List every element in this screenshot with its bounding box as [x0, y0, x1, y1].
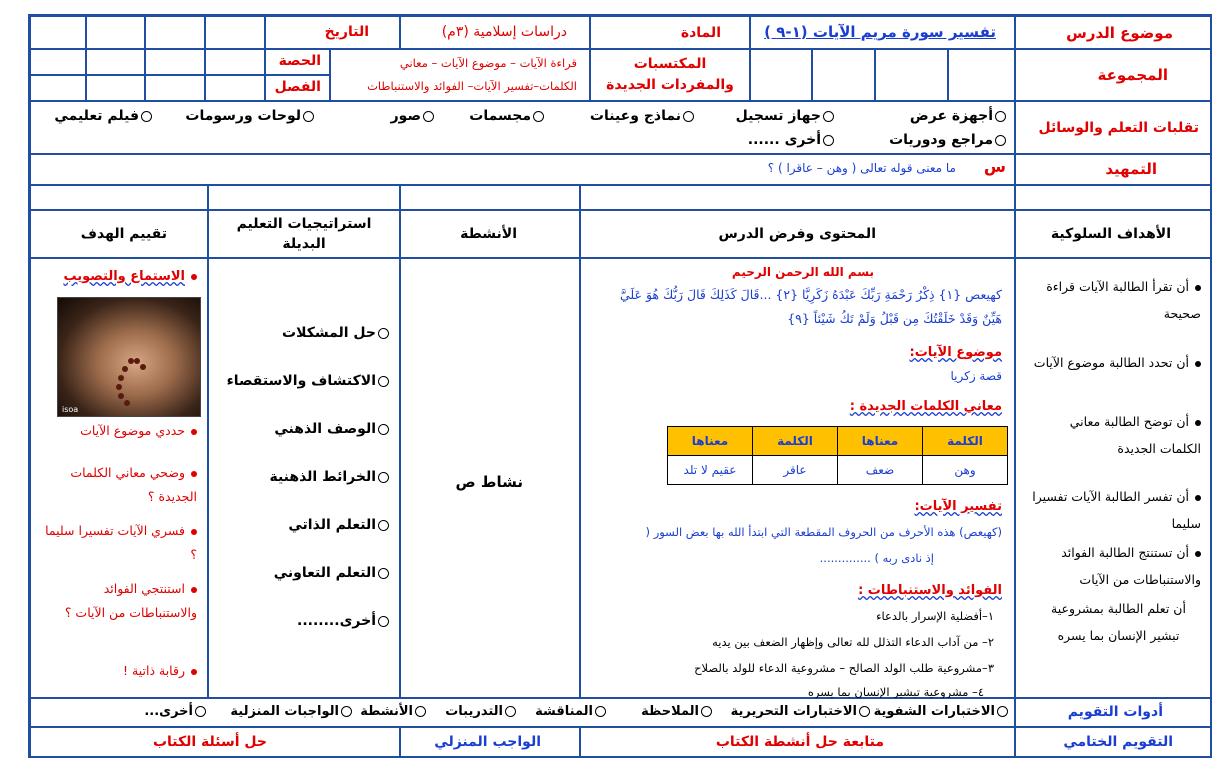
period-label: الحصة — [278, 53, 321, 69]
radio-circle-icon — [303, 111, 314, 122]
radio-circle-icon — [533, 111, 544, 122]
bullet-icon — [1195, 285, 1201, 291]
tafsir-heading: تفسير الآيات: — [914, 499, 1002, 514]
activity-text: نشاط ص — [455, 473, 523, 491]
strategy-self-learning[interactable]: التعلم الذاتي — [288, 517, 391, 533]
tafsir-line-2: إذ نادى ربه ) .............. — [819, 551, 934, 565]
assess-activities[interactable]: الأنشطة — [360, 704, 428, 719]
subject-value: دراسات إسلامية (٣م) — [441, 24, 567, 40]
date-label: التاريخ — [324, 24, 369, 40]
strategies-header: استراتيجيات التعليم البديلة — [236, 216, 372, 252]
tools-label-cell — [1015, 101, 1212, 154]
tool-models[interactable]: نماذج وعينات — [590, 108, 696, 124]
topic-value: تفسير سورة مريم الآيات (١-٩ ) — [764, 23, 996, 41]
class-cell-1[interactable] — [205, 75, 265, 101]
assess-observation[interactable]: الملاحظة — [641, 704, 714, 719]
period-label-cell — [265, 49, 330, 75]
class-cell-4[interactable] — [30, 75, 86, 101]
radio-circle-icon — [595, 706, 606, 717]
content-cell — [580, 258, 1015, 698]
tafsir-line-1: (كهيعص) هذه الأحرف من الحروف المقطعة التي ابتدأ الله بها بعض السور ( — [645, 525, 1002, 539]
acquired-label: المكتسبات والمفردات الجديدة — [606, 56, 734, 93]
acquired-line-1: قراءة الآيات – موضوع الآيات – معاني — [399, 56, 577, 70]
evaluation-item-6: رقابة ذاتية ! — [123, 663, 197, 678]
evaluation-header: تقييم الهدف — [80, 226, 167, 242]
final-label-cell — [1015, 727, 1212, 758]
evaluation-header-cell — [30, 210, 208, 258]
acquired-label-cell — [590, 49, 750, 101]
evaluation-item-5: استنتجي الفوائد والاستنباطات من الآيات ؟ — [64, 581, 197, 620]
bullet-icon — [191, 529, 197, 535]
class-cell-2[interactable] — [145, 75, 205, 101]
content-header: المحتوى وفرض الدرس — [718, 226, 876, 242]
topic-value-cell — [750, 16, 1015, 49]
objectives-header-cell — [1015, 210, 1212, 258]
vocab-word-2: عاقر — [753, 456, 838, 485]
vocab-heading: معاني الكلمات الجديدة : — [849, 399, 1002, 414]
tools-options-cell — [30, 101, 1015, 154]
radio-circle-icon — [341, 706, 352, 717]
vocab-header-meaning-1: معناها — [838, 427, 923, 456]
date-cell-4[interactable] — [30, 16, 86, 49]
tool-boards[interactable]: لوحات ورسومات — [185, 108, 316, 124]
tool-film[interactable]: فيلم تعليمي — [54, 108, 154, 124]
intro-label: التمهيد — [1105, 160, 1157, 178]
assessment-label: أدوات التقويم — [1067, 704, 1163, 720]
benefit-1: ١–أفضلية الإسرار بالدعاء — [876, 609, 994, 623]
acquired-line-2: الكلمات–تفسير الآيات– الفوائد والاستنباطات — [367, 79, 577, 93]
period-cell-1[interactable] — [205, 49, 265, 75]
radio-circle-icon — [997, 706, 1008, 717]
objective-1: أن تقرأ الطالبة الآيات قراءة صحيحة — [1046, 279, 1201, 321]
group-label: المجموعة — [1097, 66, 1168, 84]
radio-circle-icon — [995, 135, 1006, 146]
strategy-problem-solving[interactable]: حل المشكلات — [282, 325, 391, 341]
radio-circle-icon — [378, 520, 389, 531]
radio-circle-icon — [995, 111, 1006, 122]
book-questions-text: حل أسئلة الكتاب — [152, 734, 267, 750]
radio-circle-icon — [141, 111, 152, 122]
topic-label-cell — [1015, 16, 1212, 49]
benefits-heading: الفوائد والاستنباطات : — [858, 583, 1002, 598]
assess-written-tests[interactable]: الاختبارات التحريرية — [731, 704, 872, 719]
strategies-header-cell — [208, 210, 400, 258]
vocab-header-meaning-2: معناها — [668, 427, 753, 456]
followup-text: متابعة حل أنشطة الكتاب — [715, 734, 884, 750]
spacer-cell-4 — [30, 185, 208, 210]
bullet-icon — [1195, 495, 1201, 501]
evaluation-item-1: الاستماع والتصويب — [63, 269, 197, 284]
objective-4: أن تفسر الطالبة الآيات تفسيرا سليما — [1032, 489, 1201, 531]
group-label-cell — [1015, 49, 1212, 101]
objective-3: أن توضح الطالبة معاني الكلمات الجديدة — [1069, 414, 1201, 456]
radio-circle-icon — [505, 706, 516, 717]
followup-cell — [580, 727, 1015, 758]
assessment-options-cell — [30, 698, 1015, 727]
tool-stereo-models[interactable]: مجسمات — [469, 108, 546, 124]
assess-exercises[interactable]: التدريبات — [445, 704, 518, 719]
spacer-cell-1 — [580, 185, 1015, 210]
lesson-plan-form — [28, 14, 1212, 758]
radio-circle-icon — [701, 706, 712, 717]
period-cell-3[interactable] — [86, 49, 145, 75]
period-cell-2[interactable] — [145, 49, 205, 75]
radio-circle-icon — [423, 111, 434, 122]
strategy-mind-maps[interactable]: الخرائط الذهنية — [269, 469, 391, 485]
tool-pictures[interactable]: صور — [391, 108, 436, 124]
vocab-word-1: وهن — [923, 456, 1008, 485]
topic-heading: موضوع الآيات: — [909, 345, 1002, 360]
objective-6: أن تعلم الطالبة بمشروعية تبشير الإنسان بما يسره — [1051, 601, 1186, 643]
intro-question-cell — [30, 154, 1015, 185]
tool-other[interactable]: أخرى ...... — [748, 132, 836, 148]
homework-label: الواجب المنزلي — [434, 734, 541, 750]
radio-circle-icon — [415, 706, 426, 717]
evaluation-item-2: حددي موضوع الآيات — [80, 423, 197, 438]
book-questions-cell — [30, 727, 400, 758]
group-cell-4[interactable] — [750, 49, 812, 101]
subject-value-cell — [400, 16, 590, 49]
radio-circle-icon — [378, 328, 389, 339]
vocab-header-word-1: الكلمة — [923, 427, 1008, 456]
topic-label: موضوع الدرس — [1066, 24, 1173, 42]
radio-circle-icon — [823, 135, 834, 146]
subject-label: المادة — [680, 25, 721, 41]
bullet-icon — [191, 669, 197, 675]
question-mark-label: س — [983, 157, 1006, 176]
strategy-discovery[interactable]: الاكتشاف والاستقصاء — [227, 373, 391, 389]
class-label: الفصل — [274, 79, 321, 95]
subject-label-cell — [590, 16, 750, 49]
radio-circle-icon — [378, 472, 389, 483]
date-cell-1[interactable] — [205, 16, 265, 49]
benefit-3: ٣–مشروعية طلب الولد الصالح – مشروعية الدعاء للولد بالصلاح — [694, 661, 994, 675]
vocab-meaning-2: عقيم لا تلد — [668, 456, 753, 485]
tool-references[interactable]: مراجع ودوريات — [889, 132, 1008, 148]
tool-projector[interactable]: أجهزة عرض — [910, 108, 1008, 124]
bullet-icon — [191, 429, 197, 435]
radio-circle-icon — [823, 111, 834, 122]
date-cell-3[interactable] — [86, 16, 145, 49]
period-cell-4[interactable] — [30, 49, 86, 75]
topic-text: قصة زكريا — [950, 369, 1002, 383]
radio-circle-icon — [378, 568, 389, 579]
bullet-icon — [1195, 361, 1201, 367]
strategy-other[interactable]: أخرى........ — [297, 613, 391, 629]
assess-discussion[interactable]: المناقشة — [535, 704, 608, 719]
bullet-icon — [1195, 551, 1201, 557]
acquired-value-cell — [330, 49, 590, 101]
strategy-mental-description[interactable]: الوصف الذهني — [274, 421, 391, 437]
radio-circle-icon — [683, 111, 694, 122]
radio-circle-icon — [859, 706, 870, 717]
objective-2: أن تحدد الطالبة موضوع الآيات — [1031, 349, 1201, 376]
prayer-beads-photo — [57, 297, 201, 417]
content-header-cell — [580, 210, 1015, 258]
radio-circle-icon — [195, 706, 206, 717]
objectives-header: الأهداف السلوكية — [1050, 226, 1171, 242]
tools-label: تقلبات التعلم والوسائل — [1038, 120, 1199, 136]
date-cell-2[interactable] — [145, 16, 205, 49]
evaluation-item-3: وضحي معاني الكلمات الجديدة ؟ — [70, 465, 197, 504]
spacer-cell-2 — [400, 185, 580, 210]
assess-other[interactable]: أخرى... — [144, 704, 208, 719]
assess-homework[interactable]: الواجبات المنزلية — [230, 704, 354, 719]
strategies-cell — [208, 258, 400, 698]
basmala: بسم الله الرحمن الرحيم — [731, 265, 874, 279]
radio-circle-icon — [378, 376, 389, 387]
assess-oral-tests[interactable]: الاختبارات الشفوية — [874, 704, 1010, 719]
activities-header: الأنشطة — [460, 226, 517, 242]
final-label: التقويم الختامي — [1063, 734, 1173, 750]
date-label-cell — [265, 16, 400, 49]
activities-header-cell — [400, 210, 580, 258]
verse-line-1: كهيعص {١} ذِكْرُ رَحْمَةِ رَبِّكَ عَبْدَهُ زَكَرِيَّا {٢} ...قَالَ كَذَلِكَ قَالَ رَبُّكَ هُوَ عَلَيَّ — [619, 287, 1002, 302]
evaluation-cell — [30, 258, 208, 698]
class-cell-3[interactable] — [86, 75, 145, 101]
strategy-cooperative[interactable]: التعلم التعاوني — [274, 565, 391, 581]
verse-line-2: هَيِّنٌ وَقَدْ خَلَقْتُكَ مِن قَبْلُ وَلَمْ تَكُ شَيْئاً {٩} — [787, 311, 1002, 326]
bullet-icon — [191, 587, 197, 593]
photo-caption: isoa — [62, 405, 79, 414]
group-cell-2[interactable] — [875, 49, 948, 101]
vocab-table — [667, 426, 1008, 485]
tool-recorder[interactable]: جهاز تسجيل — [736, 108, 836, 124]
spacer-cell-3 — [208, 185, 400, 210]
intro-question: ما معنى قوله تعالى ( وهن – عاقرا ) ؟ — [767, 161, 956, 175]
vocab-header-word-2: الكلمة — [753, 427, 838, 456]
intro-label-cell — [1015, 154, 1212, 185]
group-cell-1[interactable] — [948, 49, 1015, 101]
vocab-meaning-1: ضعف — [838, 456, 923, 485]
activities-cell — [400, 258, 580, 698]
bullet-icon — [191, 274, 197, 280]
objective-5: أن تستنتج الطالبة الفوائد والاستنباطات من الآيات — [1061, 545, 1201, 587]
assessment-label-cell — [1015, 698, 1212, 727]
homework-label-cell — [400, 727, 580, 758]
group-cell-3[interactable] — [812, 49, 875, 101]
bullet-icon — [1195, 420, 1201, 426]
objectives-cell — [1015, 258, 1212, 698]
evaluation-item-4: فسري الآيات تفسيرا سليما ؟ — [45, 523, 197, 562]
benefit-2: ٢– من آداب الدعاء التذلل لله تعالى وإظهار الضعف بين يديه — [712, 635, 994, 649]
radio-circle-icon — [378, 616, 389, 627]
bullet-icon — [191, 471, 197, 477]
class-label-cell — [265, 75, 330, 101]
radio-circle-icon — [378, 424, 389, 435]
benefit-4: ٤– مشروعية تبشير الإنسان بما يسره — [807, 685, 984, 699]
spacer-cell-right — [1015, 185, 1212, 210]
